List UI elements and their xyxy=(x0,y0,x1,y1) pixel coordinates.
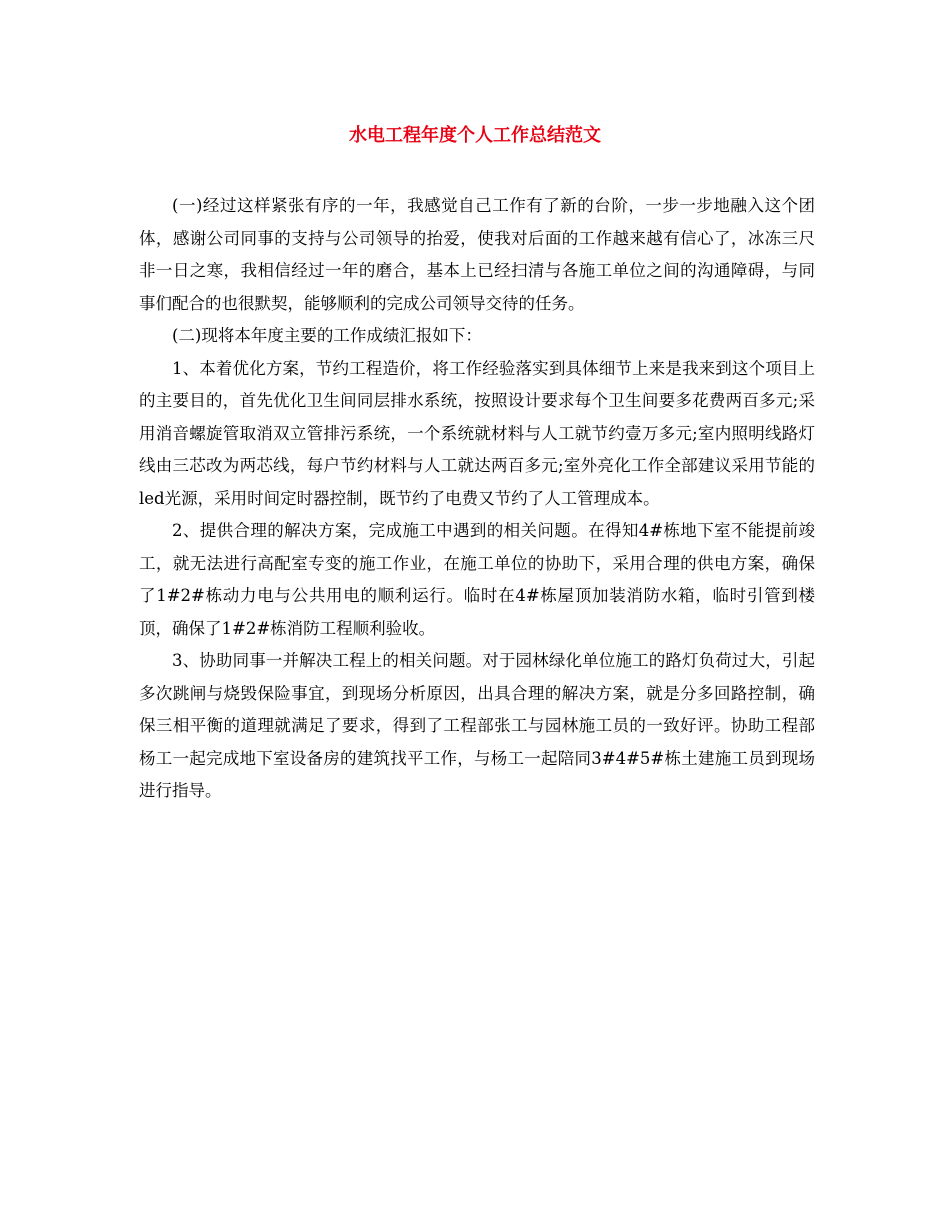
paragraph-item-2: 2、提供合理的解决方案，完成施工中遇到的相关问题。在得知4#栋地下室不能提前竣工，就无法进行高配室专变的施工作业，在施工单位的协助下，采用合理的供电方案，确保了1#2#栋动力电与公共用电的顺利运行。临时在4#栋屋顶加装消防水箱，临时引管到楼顶，确保了1#2#栋消防工程顺利验收。 xyxy=(139,521,815,638)
paragraph-report-heading: (二)现将本年度主要的工作成绩汇报如下： xyxy=(172,326,482,345)
paragraph-item-3: 3、协助同事一并解决工程上的相关问题。对于园林绿化单位施工的路灯负荷过大，引起多次跳闸与烧毁保险事宜，到现场分析原因，出具合理的解决方案，就是分多回路控制，确保三相平衡的道理就满足了要求，得到了工程部张工与园林施工员的一致好评。协助工程部杨工一起完成地下室设备房的建筑找平工作，与杨工一起陪同3#4#5#栋土建施工员到现场进行指导。 xyxy=(139,651,815,800)
document-body xyxy=(139,190,815,808)
paragraph-intro: (一)经过这样紧张有序的一年，我感觉自己工作有了新的台阶，一步一步地融入这个团体，感谢公司同事的支持与公司领导的抬爱，使我对后面的工作越来越有信心了，冰冻三尺非一日之寒，我相信经过一年的磨合，基本上已经扫清与各施工单位之间的沟通障碍，与同事们配合的也很默契，能够顺利的完成公司领导交待的任务。 xyxy=(139,196,815,313)
document-title: 水电工程年度个人工作总结范文 xyxy=(349,125,601,146)
paragraph-item-1: 1、本着优化方案，节约工程造价，将工作经验落实到具体细节上来是我来到这个项目上的主要目的，首先优化卫生间同层排水系统，按照设计要求每个卫生间要多花费两百多元;采用消音螺旋管取消双立管排污系统，一个系统就材料与人工就节约壹万多元;室内照明线路灯线由三芯改为两芯线，每户节约材料与人工就达两百多元;室外亮化工作全部建议采用节能的led光源，采用时间定时器控制，既节约了电费又节约了人工管理成本。 xyxy=(139,358,815,508)
